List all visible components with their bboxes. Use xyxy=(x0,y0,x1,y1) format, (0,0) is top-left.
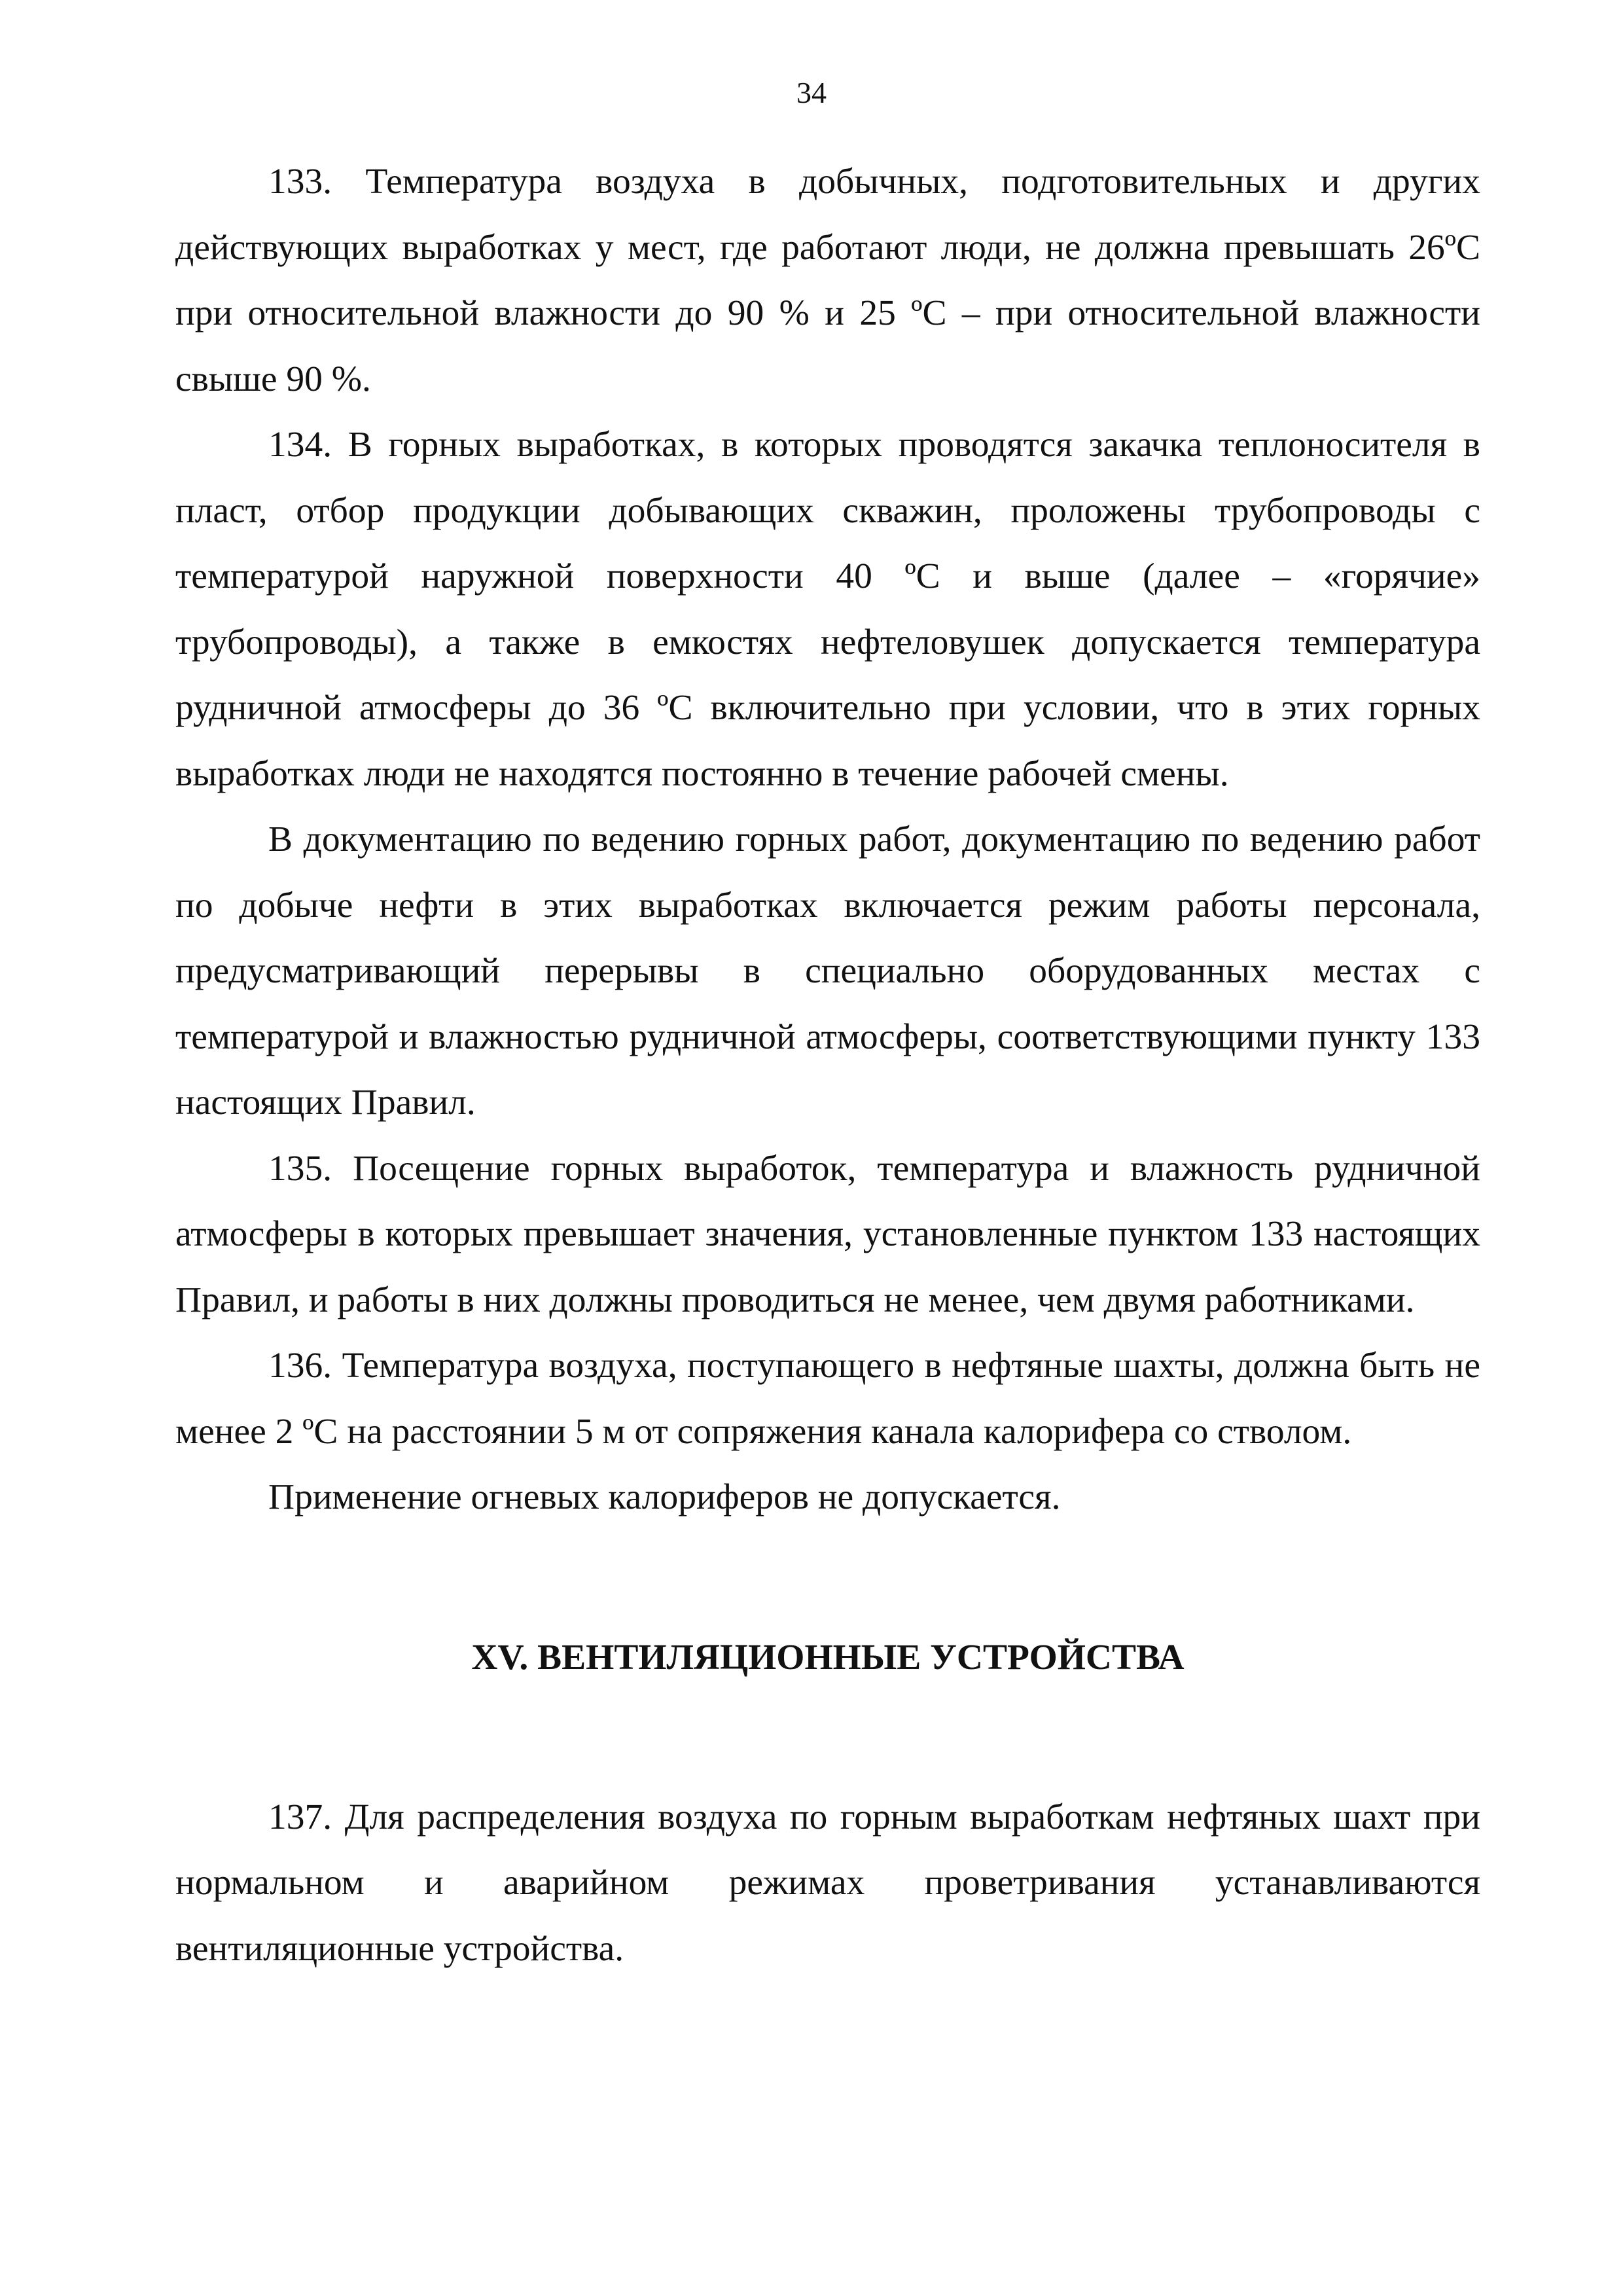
document-body xyxy=(175,149,1480,1982)
paragraph-137: 137. Для распределения воздуха по горным выработкам нефтяных шахт при нормальном и аварийном режимах проветривания устанавливаются вентиляционные устройства. xyxy=(175,1797,1480,1969)
paragraph-134-documentation: В документацию по ведению горных работ, документацию по ведению работ по добыче нефти в этих выработках включается режим работы персонала, предусматривающий перерывы в специально оборудованных местах с температурой и влажностью рудничной атмосферы, соответствующими пункту 133 настоящих Правил. xyxy=(175,819,1480,1122)
paragraph-136: 136. Температура воздуха, поступающего в нефтяные шахты, должна быть не менее 2 ºС на расстоянии 5 м от сопряжения канала калорифера со стволом. xyxy=(175,1346,1480,1452)
section-heading: XV. ВЕНТИЛЯЦИОННЫЕ УСТРОЙСТВА xyxy=(471,1637,1185,1677)
paragraph-135: 135. Посещение горных выработок, температура и влажность рудничной атмосферы в которых превышает значения, установленные пунктом 133 настоящих Правил, и работы в них должны проводиться не менее, чем двумя работниками. xyxy=(175,1148,1480,1320)
paragraph-136-heaters: Применение огневых калориферов не допускается. xyxy=(268,1477,1061,1517)
paragraph-134: 134. В горных выработках, в которых проводятся закачка теплоносителя в пласт, отбор продукции добывающих скважин, проложены трубопроводы с температурой наружной поверхности 40 ºС и выше (далее – «горячие» трубопроводы), а также в емкостях нефтеловушек допускается температура рудничной атмосферы до 36 ºС включительно при условии, что в этих горных выработках люди не находятся постоянно в течение рабочей смены. xyxy=(175,425,1480,794)
paragraph-133: 133. Температура воздуха в добычных, подготовительных и других действующих выработках у мест, где работают люди, не должна превышать 26ºС при относительной влажности до 90 % и 25 ºС – при относительной влажности свыше 90 %. xyxy=(175,162,1480,399)
page-number: 34 xyxy=(796,76,827,109)
